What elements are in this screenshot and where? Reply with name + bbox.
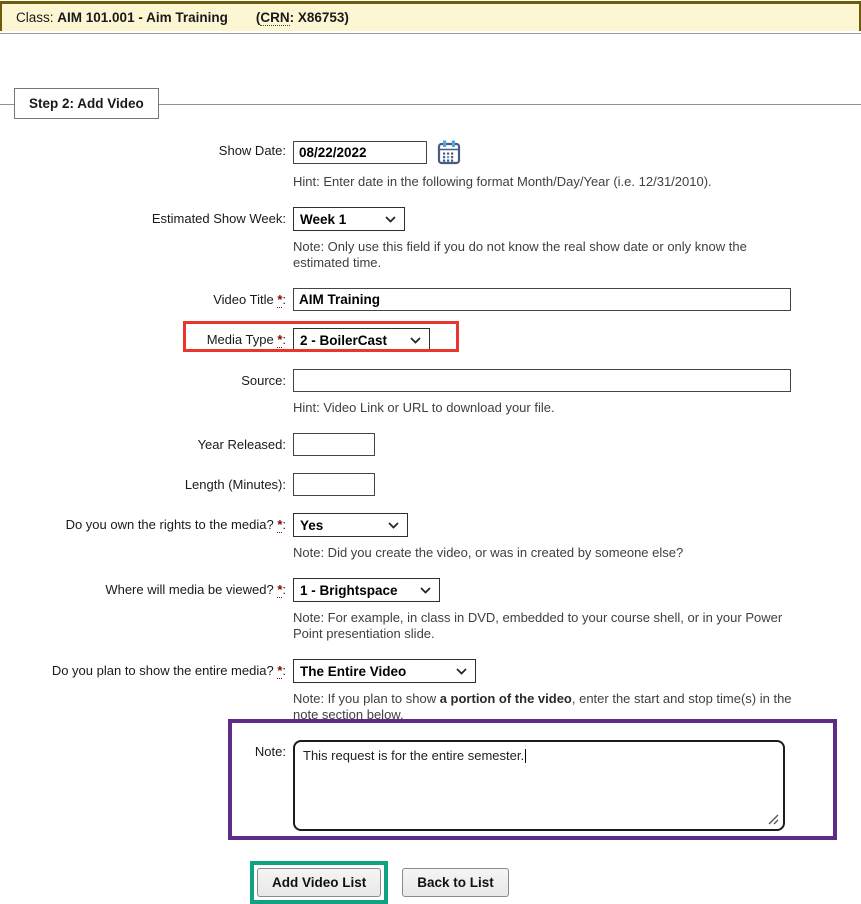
chevron-down-icon (420, 587, 431, 594)
estimated-show-week-row (0, 207, 861, 271)
text-caret (525, 749, 526, 763)
required-asterisk: * (277, 582, 283, 597)
estimated-show-week-label: Estimated Show Week: (151, 211, 286, 226)
own-rights-label: Do you own the rights to the media? *: (65, 517, 286, 532)
where-viewed-select[interactable]: 1 - Brightspace (293, 578, 440, 602)
chevron-down-icon (385, 216, 396, 223)
calendar-icon[interactable] (436, 139, 462, 166)
length-minutes-input[interactable] (293, 473, 375, 496)
chevron-down-icon (410, 337, 421, 344)
estimated-show-week-note: Note: Only use this field if you do not know the real show date or only know the estimated time. (293, 239, 747, 270)
header-divider (0, 33, 861, 34)
media-type-select[interactable]: 2 - BoilerCast (293, 328, 430, 352)
teal-highlight-box (250, 861, 388, 904)
chevron-down-icon (388, 522, 399, 529)
required-asterisk: * (277, 663, 283, 678)
required-asterisk: * (277, 292, 283, 307)
class-label: Class: (16, 10, 54, 25)
length-minutes-row (0, 473, 861, 496)
show-date-input[interactable] (293, 141, 427, 164)
note-input[interactable]: This request is for the entire semester. (293, 740, 785, 831)
where-viewed-row (0, 578, 861, 642)
entire-media-row (0, 659, 861, 723)
length-minutes-label: Length (Minutes): (184, 477, 286, 492)
required-asterisk: * (277, 517, 283, 532)
video-title-input[interactable] (293, 288, 791, 311)
show-date-row (0, 139, 861, 190)
required-asterisk: * (277, 332, 283, 347)
year-released-row (0, 433, 861, 456)
video-title-row (0, 288, 861, 311)
show-date-label: Show Date: (218, 143, 286, 158)
note-label: Note: (254, 744, 286, 759)
video-title-label: Video Title *: (213, 292, 286, 307)
crn-abbr: CRN (260, 10, 290, 25)
estimated-show-week-select[interactable]: Week 1 (293, 207, 405, 231)
where-viewed-label: Where will media be viewed? *: (105, 582, 286, 597)
where-viewed-note: Note: For example, in class in DVD, embedded to your course shell, or in your Power Point presentiation slide. (293, 610, 783, 641)
own-rights-select[interactable]: Yes (293, 513, 408, 537)
resize-handle-icon[interactable] (767, 813, 779, 825)
step2-fieldset-border (0, 96, 861, 111)
chevron-down-icon (456, 668, 467, 675)
media-type-row (0, 328, 861, 352)
note-row (0, 740, 861, 831)
entire-media-note: Note: If you plan to show a portion of the video, enter the start and stop time(s) in the note section below. (293, 691, 792, 722)
show-date-hint: Hint: Enter date in the following format Month/Day/Year (i.e. 12/31/2010). (293, 174, 712, 189)
year-released-label: Year Released: (197, 437, 286, 452)
step2-legend: Step 2: Add Video (14, 88, 159, 119)
entire-media-select[interactable]: The Entire Video (293, 659, 476, 683)
class-header-bar (0, 1, 861, 31)
entire-media-label: Do you plan to show the entire media? *: (51, 663, 286, 678)
source-label: Source: (241, 373, 286, 388)
source-row (0, 369, 861, 416)
year-released-input[interactable] (293, 433, 375, 456)
crn-group: (CRN: X86753) (255, 10, 349, 25)
own-rights-note: Note: Did you create the video, or was in created by someone else? (293, 545, 684, 560)
add-video-list-button[interactable]: Add Video List (257, 868, 381, 897)
source-hint: Hint: Video Link or URL to download your file. (293, 400, 555, 415)
class-name: AIM 101.001 - Aim Training (57, 10, 228, 25)
form-buttons (250, 861, 861, 904)
back-to-list-button[interactable]: Back to List (402, 868, 509, 897)
media-type-label: Media Type *: (206, 332, 286, 347)
add-video-form (0, 139, 861, 904)
own-rights-row (0, 513, 861, 561)
source-input[interactable] (293, 369, 791, 392)
